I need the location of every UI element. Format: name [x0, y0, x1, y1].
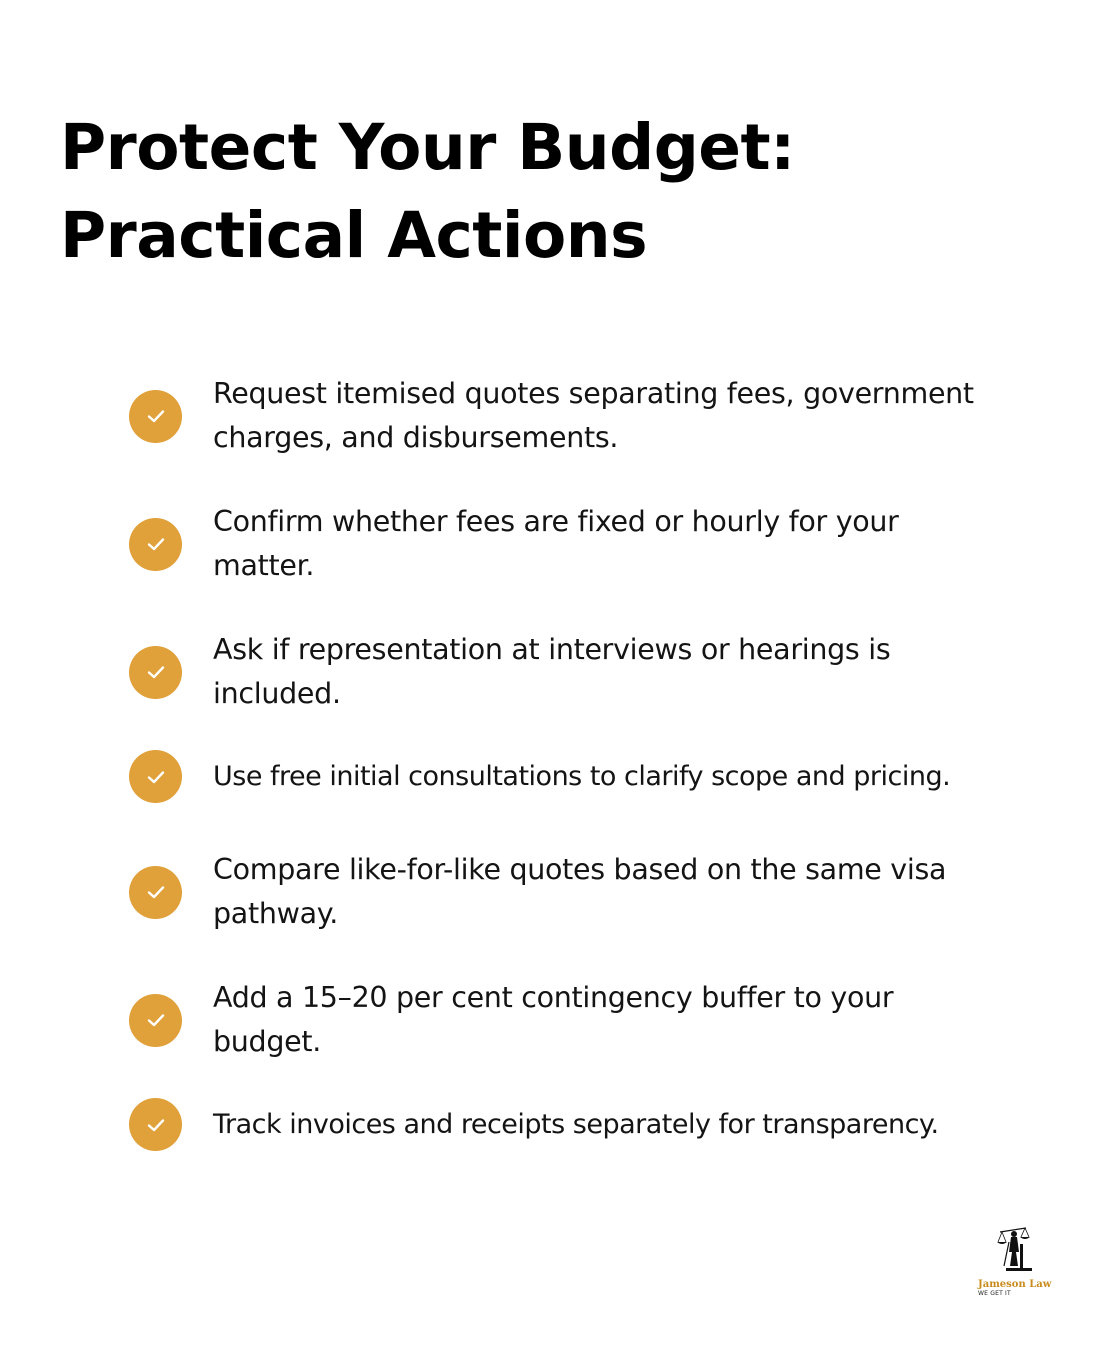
list-item-text: Ask if representation at interviews or hearings is included. — [213, 633, 891, 710]
list-item-text: Confirm whether fees are fixed or hourly for your matter. — [213, 505, 899, 582]
list-item — [129, 750, 1089, 803]
check-icon — [129, 1098, 182, 1151]
list-item — [129, 372, 1089, 460]
list-item-text: Use free initial consultations to clarify scope and pricing. — [213, 760, 951, 792]
brand-tagline: WE GET IT — [978, 1290, 1011, 1297]
list-item — [129, 628, 1089, 716]
list-item-text: Track invoices and receipts separately for transparency. — [213, 1108, 939, 1140]
check-icon — [129, 866, 182, 919]
list-item — [129, 1098, 1089, 1151]
list-item — [129, 848, 1089, 936]
list-item-text: Compare like-for-like quotes based on the same visa pathway. — [213, 853, 947, 930]
list-item-text: Add a 15–20 per cent contingency buffer to your budget. — [213, 981, 894, 1058]
check-icon — [129, 390, 182, 443]
check-icon — [129, 518, 182, 571]
check-icon — [129, 646, 182, 699]
list-item — [129, 500, 1089, 588]
list-item — [129, 976, 1089, 1064]
brand-logo — [978, 1222, 1058, 1300]
list-item-text: Request itemised quotes separating fees, government charges, and disbursements. — [213, 377, 974, 454]
brand-name: Jameson Law — [978, 1279, 1052, 1290]
page-title: Protect Your Budget: Practical Actions — [60, 111, 795, 272]
lady-justice-icon — [996, 1222, 1058, 1278]
check-icon — [129, 994, 182, 1047]
check-icon — [129, 750, 182, 803]
